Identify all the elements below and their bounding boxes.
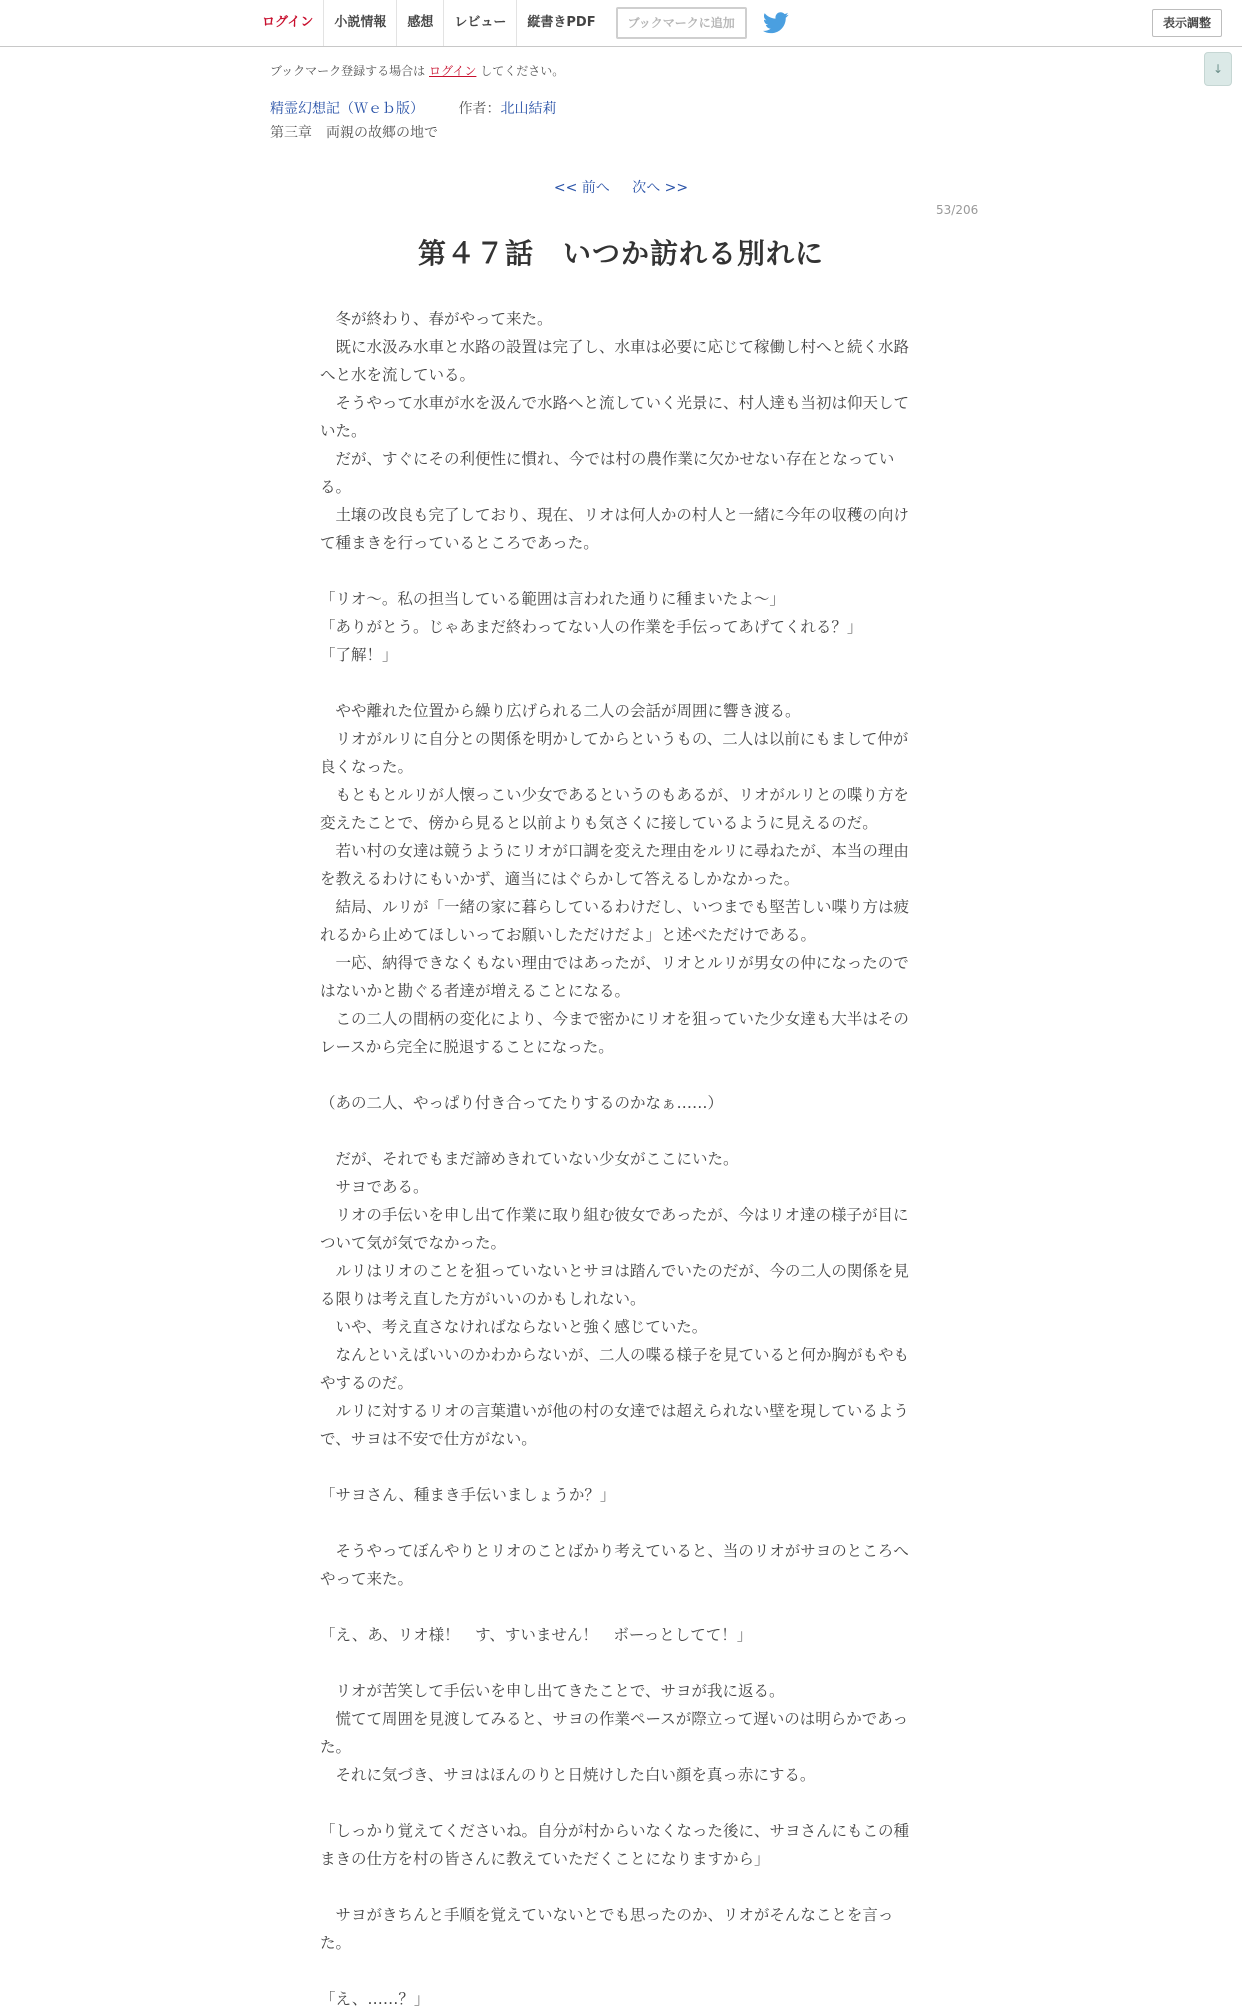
blank-line	[320, 669, 915, 697]
body-paragraph: 結局、ルリが「一緒の家に暮らしているわけだし、いつまでも堅苦しい喋り方は疲れるから止めてほしいってお願いしただけだよ」と述べただけである。	[320, 898, 910, 944]
blank-line	[320, 557, 915, 585]
body-paragraph: そうやってぼんやりとリオのことばかり考えていると、当のリオがサヨのところへやって来た。	[320, 1542, 909, 1588]
body-paragraph: やや離れた位置から繰り広げられる二人の会話が周囲に響き渡る。	[320, 702, 801, 720]
bookmark-login-notice	[270, 62, 564, 79]
body-paragraph: 「しっかり覚えてくださいね。自分が村からいなくなった後に、サヨさんにもこの種まきの仕方を村の皆さんに教えていただくことになりますから」	[320, 1822, 910, 1868]
novel-meta	[270, 98, 556, 118]
notice-prefix: ブックマーク登録する場合は	[270, 64, 426, 78]
blank-line	[320, 1873, 915, 1901]
body-paragraph: （あの二人、やっぱり付き合ってたりするのかなぁ……）	[320, 1094, 724, 1112]
blank-line	[320, 1453, 915, 1481]
body-paragraph: 「え、あ、リオ様！ す、すいません！ ボーっとしてて！」	[320, 1626, 753, 1644]
blank-line	[320, 1593, 915, 1621]
body-paragraph: この二人の間柄の変化により、今まで密かにリオを狙っていた少女達も大半はそのレースから完全に脱退することになった。	[320, 1010, 909, 1056]
notice-suffix: してください。	[480, 64, 565, 78]
body-paragraph: ルリに対するリオの言葉遣いが他の村の女達では超えられない壁を現しているようで、サヨは不安で仕方がない。	[320, 1402, 909, 1448]
notice-login-link[interactable]: ログイン	[429, 64, 477, 78]
episode-title: 第４７話 いつか訪れる別れに	[417, 237, 824, 270]
blank-line	[320, 1649, 915, 1677]
body-paragraph: 「え、……？」	[320, 1990, 430, 2008]
body-paragraph: 「ありがとう。じゃあまだ終わってない人の作業を手伝ってあげてくれる？」	[320, 618, 863, 636]
body-paragraph: 「リオ～。私の担当している範囲は言われた通りに種まいたよ～」	[320, 590, 785, 608]
nav-vertical-pdf[interactable]: 縦書きPDF	[527, 15, 596, 30]
body-paragraph: だが、それでもまだ諦めきれていない少女がここにいた。	[320, 1150, 739, 1168]
body-paragraph: リオの手伝いを申し出て作業に取り組む彼女であったが、今はリオ達の様子が目について気が気でなかった。	[320, 1206, 909, 1252]
twitter-icon[interactable]	[763, 12, 789, 34]
nav-impressions[interactable]: 感想	[397, 0, 444, 46]
body-paragraph: いや、考え直さなければならないと強く感じていた。	[320, 1318, 708, 1336]
body-paragraph: リオが苦笑して手伝いを申し出てきたことで、サヨが我に返る。	[320, 1682, 785, 1700]
body-paragraph: そうやって水車が水を汲んで水路へと流していく光景に、村人達も当初は仰天していた。	[320, 394, 910, 440]
body-paragraph: なんといえばいいのかわからないが、二人の喋る様子を見ていると何か胸がもやもやするのだ。	[320, 1346, 910, 1392]
body-paragraph: もともとルリが人懐っこい少女であるというのもあるが、リオがルリとの喋り方を変えたことで、傍から見ると以前よりも気さくに接しているように見えるのだ。	[320, 786, 909, 832]
author-link[interactable]: 北山結莉	[500, 101, 557, 117]
body-paragraph: 慌てて周囲を見渡してみると、サヨの作業ペースが際立って遅いのは明らかであった。	[320, 1710, 909, 1756]
episode-pager	[0, 177, 1242, 197]
top-navigation-bar	[0, 0, 1242, 47]
display-settings-button[interactable]: 表示調整	[1152, 9, 1222, 37]
body-paragraph: 土壌の改良も完了しており、現在、リオは何人かの村人と一緒に今年の収穫の向けて種まきを行っているところであった。	[320, 506, 909, 552]
prev-episode-link[interactable]: << 前へ	[553, 180, 610, 196]
blank-line	[320, 1117, 915, 1145]
body-paragraph: リオがルリに自分との関係を明かしてからというもの、二人は以前にもまして仲が良くなった。	[320, 730, 909, 776]
add-bookmark-button[interactable]: ブックマークに追加	[616, 7, 747, 39]
blank-line	[320, 1789, 915, 1817]
body-paragraph: ルリはリオのことを狙っていないとサヨは踏んでいたのだが、今の二人の関係を見る限りは考え直した方がいいのかもしれない。	[320, 1262, 909, 1308]
episode-count: 53/206	[936, 203, 979, 217]
body-paragraph: だが、すぐにその利便性に慣れ、今では村の農作業に欠かせない存在となっている。	[320, 450, 895, 496]
body-paragraph: それに気づき、サヨはほんのりと日焼けした白い顔を真っ赤にする。	[320, 1766, 816, 1784]
series-title-link[interactable]: 精霊幻想記（Ｗｅｂ版）	[270, 101, 424, 117]
author-label: 作者：	[458, 101, 501, 117]
scroll-down-arrow-icon[interactable]: ↓	[1204, 52, 1232, 86]
blank-line	[320, 1509, 915, 1537]
body-paragraph: サヨである。	[320, 1178, 429, 1196]
nav-review[interactable]: レビュー	[444, 0, 517, 46]
body-paragraph: 冬が終わり、春がやって来た。	[320, 310, 553, 328]
nav-novel-info[interactable]: 小説情報	[324, 0, 397, 46]
chapter-title: 第三章 両親の故郷の地で	[270, 125, 438, 141]
body-paragraph: 「サヨさん、種まき手伝いましょうか？」	[320, 1486, 616, 1504]
body-paragraph: サヨがきちんと手順を覚えていないとでも思ったのか、リオがそんなことを言った。	[320, 1906, 894, 1952]
body-paragraph: 若い村の女達は競うようにリオが口調を変えた理由をルリに尋ねたが、本当の理由を教えるわけにもいかず、適当にはぐらかして答えるしかなかった。	[320, 842, 909, 888]
body-paragraph: 既に水汲み水車と水路の設置は完了し、水車は必要に応じて稼働し村へと続く水路へと水を流している。	[320, 338, 910, 384]
novel-body	[320, 305, 915, 2013]
main-nav	[252, 0, 789, 46]
body-paragraph: 一応、納得できなくもない理由ではあったが、リオとルリが男女の仲になったのではないかと勘ぐる者達が増えることになる。	[320, 954, 909, 1000]
body-paragraph: 「了解！」	[320, 646, 398, 664]
next-episode-link[interactable]: 次へ >>	[632, 180, 689, 196]
blank-line	[320, 1061, 915, 1089]
nav-login[interactable]: ログイン	[252, 0, 324, 46]
blank-line	[320, 1957, 915, 1985]
